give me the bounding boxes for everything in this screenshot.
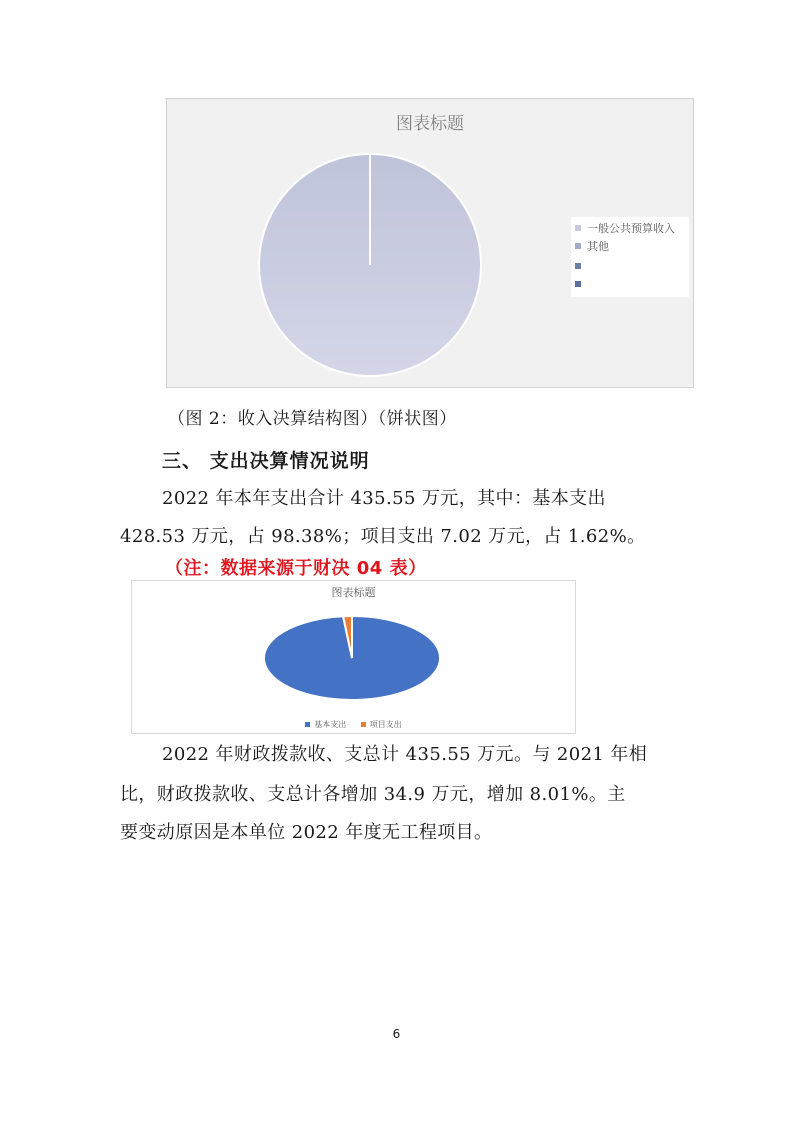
expenditure-structure-pie-chart bbox=[131, 580, 576, 734]
legend-item bbox=[361, 719, 402, 730]
chart-title: 图表标题 bbox=[331, 586, 376, 599]
chart-legend bbox=[132, 719, 575, 730]
section-heading: 三、 支出决算情况说明 bbox=[162, 450, 370, 472]
chart-legend bbox=[571, 217, 689, 297]
legend-label: 其他 bbox=[587, 240, 609, 253]
income-structure-pie-chart bbox=[166, 98, 694, 388]
paragraph-line: 2022 年财政拨款收、支总计 435.55 万元。与 2021 年相 bbox=[162, 744, 648, 765]
data-source-note: （注：数据来源于财决 04 表） bbox=[165, 558, 427, 579]
page-number: 6 bbox=[392, 1027, 401, 1041]
figure-caption: （图 2：收入决算结构图）（饼状图） bbox=[168, 409, 457, 429]
legend-item bbox=[575, 277, 587, 293]
paragraph-line: 要变动原因是本单位 2022 年度无工程项目。 bbox=[120, 822, 493, 843]
legend-swatch bbox=[361, 722, 366, 727]
legend-swatch bbox=[575, 243, 581, 249]
legend-item bbox=[575, 259, 587, 275]
chart-title: 图表标题 bbox=[396, 114, 464, 134]
legend-label: 项目支出 bbox=[369, 720, 402, 729]
paragraph-line: 2022 年本年支出合计 435.55 万元，其中：基本支出 bbox=[162, 488, 606, 509]
legend-swatch bbox=[305, 722, 310, 727]
pie2-svg bbox=[132, 581, 577, 735]
legend-swatch bbox=[575, 263, 581, 269]
legend-label: 一般公共预算收入 bbox=[587, 222, 675, 235]
legend-item bbox=[575, 239, 609, 255]
paragraph-line: 比，财政拨款收、支总计各增加 34.9 万元，增加 8.01%。主 bbox=[120, 784, 626, 805]
paragraph-line: 428.53 万元，占 98.38%；项目支出 7.02 万元，占 1.62%。 bbox=[120, 526, 646, 547]
legend-swatch bbox=[575, 281, 581, 287]
legend-swatch bbox=[575, 225, 581, 231]
legend-item bbox=[575, 221, 675, 237]
legend-item bbox=[305, 719, 346, 730]
legend-label: 基本支出 bbox=[314, 720, 347, 729]
